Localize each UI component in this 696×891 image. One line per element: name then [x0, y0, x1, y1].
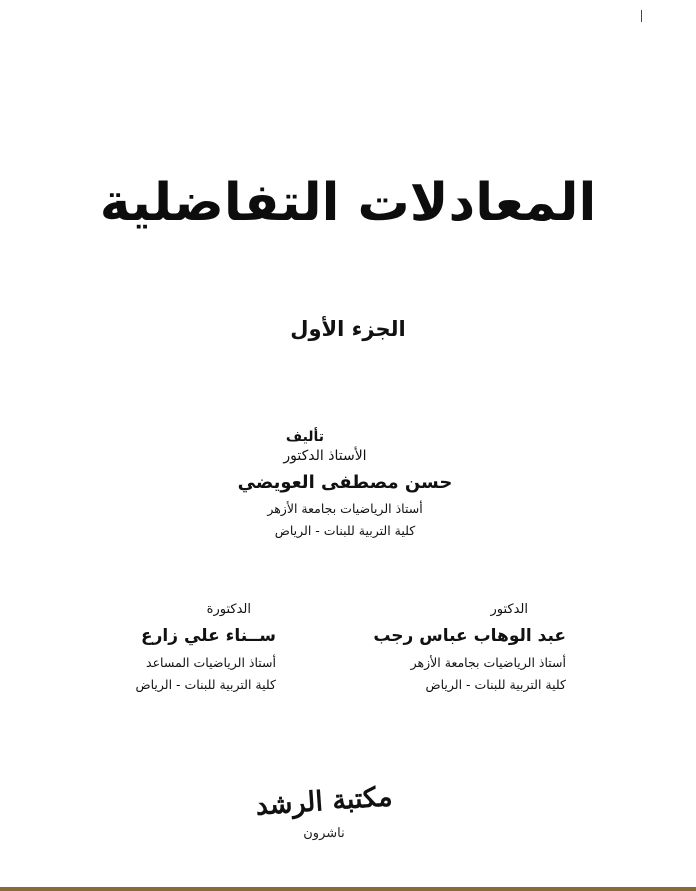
co-author-title: الدكتورة	[206, 602, 251, 617]
co-author-block-right	[366, 600, 566, 696]
authorship-label: تأليف	[285, 429, 325, 445]
co-author-position: أستاذ الرياضيات بجامعة الأزهر	[410, 655, 566, 670]
co-author-name: عبد الوهاب عباس رجب	[373, 626, 566, 646]
main-author-position: أستاذ الرياضيات بجامعة الأزهر	[267, 501, 423, 516]
publisher-name: مكتبة الرشد	[254, 781, 394, 822]
publisher-logo	[254, 782, 394, 862]
co-author-college: كلية التربية للبنات - الرياض	[135, 677, 276, 692]
co-author-title: الدكتور	[490, 602, 528, 617]
page-bottom-edge	[0, 887, 696, 891]
book-title: المعادلات التفاضلية	[99, 173, 597, 233]
co-author-block-left	[76, 600, 276, 696]
main-author-name: حسن مصطفى العويضي	[237, 472, 453, 493]
co-author-name: ســناء علي زارع	[141, 626, 276, 646]
co-author-position: أستاذ الرياضيات المساعد	[146, 655, 276, 670]
book-part: الجزء الأول	[290, 317, 406, 341]
main-author-college: كلية التربية للبنات - الرياض	[274, 523, 416, 538]
main-author-title: الأستاذ الدكتور	[283, 448, 367, 464]
co-author-college: كلية التربية للبنات - الرياض	[425, 677, 566, 692]
main-author-block	[200, 428, 490, 542]
publisher-subtitle: ناشرون	[303, 826, 345, 841]
page-edge-mark	[641, 10, 642, 22]
